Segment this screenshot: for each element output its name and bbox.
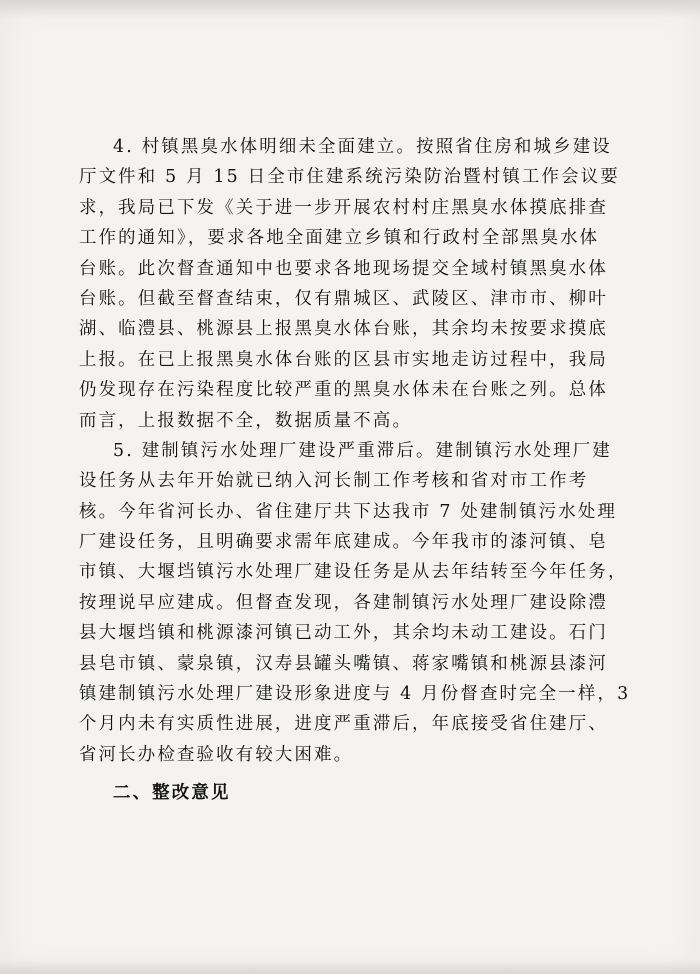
text-line: 台账。但截至督查结束，仅有鼎城区、武陵区、津市市、柳叶	[79, 288, 608, 309]
text-line: 5. 建制镇污水处理厂建设严重滞后。建制镇污水处理厂建	[113, 440, 612, 461]
text-line: 县皂市镇、蒙泉镇，汉寿县罐头嘴镇、蒋家嘴镇和桃源县漆河	[79, 653, 608, 674]
scan-edge-bottom	[0, 960, 700, 974]
text-line: 按理说早应建成。但督查发现，各建制镇污水处理厂建设除澧	[79, 592, 608, 613]
text-line: 县大堰垱镇和桃源漆河镇已动工外，其余均未动工建设。石门	[79, 623, 608, 644]
text-line: 湖、临澧县、桃源县上报黑臭水体台账，其余均未按要求摸底	[79, 319, 608, 340]
text-line: 求，我局已下发《关于进一步开展农村村庄黑臭水体摸底排查	[79, 197, 608, 218]
text-line: 个月内未有实质性进展，进度严重滞后，年底接受省住建厅、	[79, 714, 608, 735]
text-line: 厂建设任务，且明确要求需年底建成。今年我市的漆河镇、皂	[79, 532, 608, 553]
text-line: 市镇、大堰垱镇污水处理厂建设任务是从去年结转至今年任务，	[79, 562, 628, 583]
text-line: 台账。此次督查通知中也要求各地现场提交全域村镇黑臭水体	[79, 258, 608, 279]
text-line: 设任务从去年开始就已纳入河长制工作考核和省对市工作考	[79, 471, 589, 492]
text-line: 而言，上报数据不全，数据质量不高。	[79, 410, 413, 431]
text-line: 工作的通知》，要求各地全面建立乡镇和行政村全部黑臭水体	[79, 228, 600, 249]
paragraph-5	[79, 436, 631, 770]
text-line: 上报。在已上报黑臭水体台账的区县市实地走访过程中，我局	[79, 349, 608, 370]
paragraph-4	[79, 132, 620, 436]
text-line: 镇建制镇污水处理厂建设形象进度与 4 月份督查时完全一样，3	[79, 684, 631, 705]
text-line: 厅文件和 5 月 15 日全市住建系统污染防治暨村镇工作会议要	[79, 167, 620, 188]
scan-edge-top	[0, 0, 700, 18]
section-heading: 二、整改意见	[113, 783, 231, 804]
text-line: 仍发现存在污染程度比较严重的黑臭水体未在台账之列。总体	[79, 380, 608, 401]
text-line: 4. 村镇黑臭水体明细未全面建立。按照省住房和城乡建设	[113, 137, 612, 157]
document-body	[79, 132, 631, 809]
text-line: 核。今年省河长办、省住建厅共下达我市 7 处建制镇污水处理	[79, 501, 618, 522]
text-line: 省河长办检查验收有较大困难。	[79, 744, 354, 765]
